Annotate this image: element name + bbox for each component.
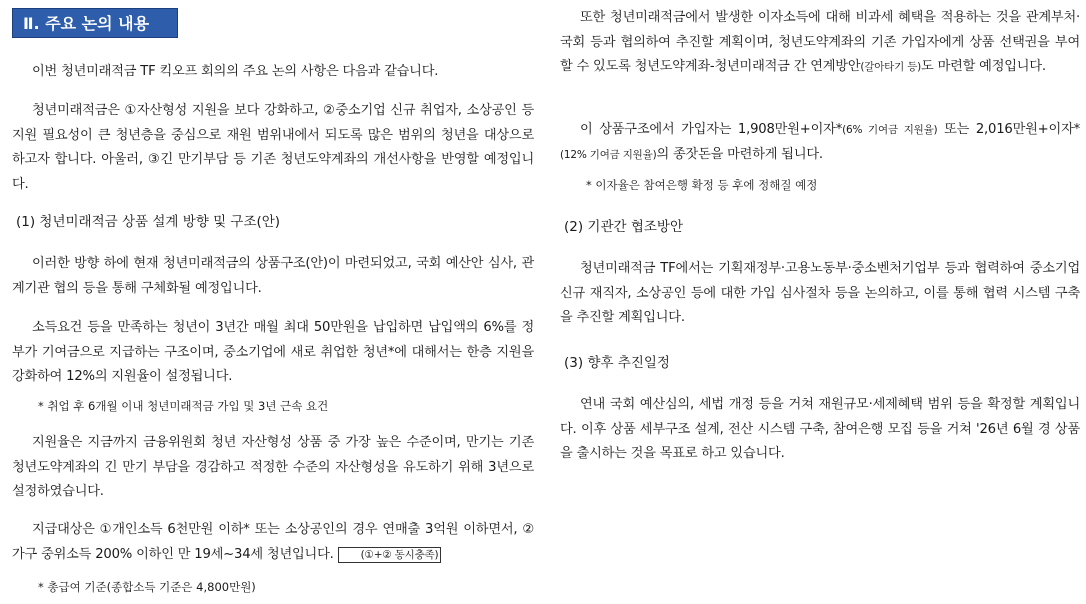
section-header: Ⅱ. 주요 논의 내용: [12, 8, 178, 38]
paragraph-seed-money: [560, 118, 1080, 167]
eligibility-text: 지급대상은 ①개인소득 6천만원 이하* 또는 소상공인의 경우 연매출 3억원 이하면서, ②가구 중위소득 200% 이하인 만 19세~34세 청년입니다.: [12, 522, 534, 562]
paragraph-support-rate: 지원율은 지금까지 금융위원회 청년 자산형성 상품 중 가장 높은 수준이며, 만기는 기존 청년도약계좌의 긴 만기 부담을 경감하고 적정한 수준의 자산형성을 유도하기 위해 3년으로 설정하였습니다.: [12, 435, 534, 499]
paragraph-cooperation: 청년미래적금 TF에서는 기획재정부·고용노동부·중소벤처기업부 등과 협력하여 중소기업 신규 재직자, 소상공인 등에 대한 가입 심사절차 등을 논의하고, 이를 통해 협력 시스템 구축을 추진할 계획입니다.: [560, 261, 1080, 325]
tax-exemption-text: 또한 청년미래적금에서 발생한 이자소득에 대해 비과세 혜택을 적용하는 것을 관계부처·국회 등과 협의하여 추진할 계획이며, 청년도약계좌의 기존 가입자에게 상품 선택권을 부여할 수 있도록 청년도약계좌-청년미래적금 간 연계방안: [560, 10, 1080, 74]
paragraph-goals: 청년미래적금은 ①자산형성 지원을 보다 강화하고, ②중소기업 신규 취업자, 소상공인 등 지원 필요성이 큰 청년층을 중심으로 재원 범위내에서 되도록 많은 범위의 청년을 대상으로 하고자 합니다. 아울러, ③긴 만기부담 등 기존 청년도약계좌의 개선사항을 반영할 예정입니다.: [12, 103, 534, 192]
seed-money-rate-6: (6% 기여금 지원율): [842, 124, 938, 136]
footnote-interest-rate: * 이자율은 참여은행 확정 등 후에 정해질 예정: [586, 178, 818, 192]
intro-paragraph: 이번 청년미래적금 TF 킥오프 회의의 주요 논의 사항은 다음과 같습니다.: [32, 64, 439, 79]
footnote-employment: * 취업 후 6개월 이내 청년미래적금 가입 및 3년 근속 요건: [38, 399, 329, 413]
paragraph-schedule: 연내 국회 예산심의, 세법 개정 등을 거쳐 재원규모·세제혜택 범위 등을 확정할 계획입니다. 이후 상품 세부구조 설계, 전산 시스템 구축, 참여은행 모집 등을 거쳐 '26년 6월 경 상품을 출시하는 것을 목표로 하고 있습니다.: [560, 397, 1080, 461]
eligibility-condition-box: (①+② 동시충족): [338, 547, 442, 563]
seed-money-a: 이 상품구조에서 가입자는 1,908만원+이자*: [580, 122, 843, 137]
tax-exemption-tail: 도 마련할 예정입니다.: [921, 59, 1046, 74]
seed-money-rate-12: (12% 기여금 지원율): [560, 148, 657, 161]
heading-cooperation: (2) 기관간 협조방안: [564, 219, 683, 235]
heading-schedule: (3) 향후 추진일정: [564, 355, 670, 371]
paragraph-eligibility: [12, 518, 534, 567]
paragraph-structure: 이러한 방향 하에 현재 청년미래적금의 상품구조(안)이 마련되었고, 국회 예산안 심사, 관계기관 협의 등을 통해 구체화될 예정입니다.: [12, 256, 534, 296]
heading-product-design: (1) 청년미래적금 상품 설계 방향 및 구조(안): [16, 214, 281, 230]
footnote-income-basis: * 총급여 기준(종합소득 기준은 4,800만원): [38, 580, 256, 594]
paragraph-contribution: 소득요건 등을 만족하는 청년이 3년간 매월 최대 50만원을 납입하면 납입액의 6%를 정부가 기여금으로 지급하는 구조이며, 중소기업에 새로 취업한 청년*에 대해서는 한층 지원을 강화하여 12%의 지원율이 설정됩니다.: [12, 320, 534, 384]
switch-note: (갈아타기 등): [860, 61, 922, 73]
paragraph-tax-exemption: [560, 6, 1080, 80]
seed-money-b: 또는 2,016만원+이자*: [937, 122, 1081, 137]
seed-money-c: 의 종잣돈을 마련하게 됩니다.: [656, 146, 823, 162]
